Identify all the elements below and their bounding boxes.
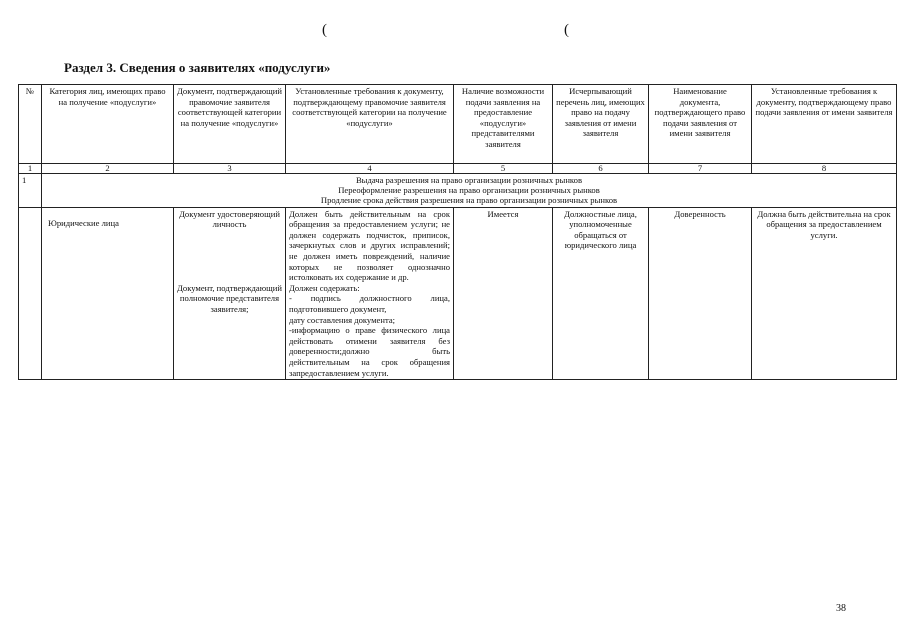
service-title: Продление срока действия разрешения на право организации розничных рынков [320,195,618,206]
header-cell-authority-document: Наименование документа, подтверждающего право подачи заявления от имени заявителя [649,85,752,164]
authority-document-requirements: Должна быть действительна на срок обращения за предоставлением услуги. [752,207,897,380]
header-cell-authority-requirements: Установленные требования к документу, подтверждающему право подачи заявления от имени заявителя [752,85,897,164]
applicant-category: Юридические лица [42,207,174,380]
authority-document-name: Доверенность [649,207,752,380]
top-mark: ( [322,22,327,38]
requirements-text: -информацию о праве физического лица действовать отимени заявителя без доверенности;должно быть действительным на срок обращения запредоставлением услуги. [289,325,450,378]
header-cell-authorized-persons: Исчерпывающий перечень лиц, имеющих право на подачу заявления от имени заявителя [553,85,649,164]
table-header-row [19,85,897,164]
header-cell-number: № [19,85,42,164]
representative-possibility: Имеется [454,207,553,380]
requirements-text: Должен содержать: [289,282,360,293]
service-title: Выдача разрешения на право организации розничных рынков [355,175,583,185]
column-number: 7 [649,164,752,174]
column-number-row [19,164,897,174]
top-mark: ( [564,22,569,38]
service-number: 1 [19,174,42,208]
service-title: Переоформление разрешения на право организации розничных рынков [338,185,600,196]
document-requirements [286,207,454,380]
column-number: 2 [42,164,174,174]
column-number: 8 [752,164,897,174]
header-cell-document: Документ, подтверждающий правомочие заявителя соответствующей категории на получение «подуслуги» [174,85,286,164]
page-number: 38 [836,603,846,614]
header-cell-document-requirements: Установленные требования к документу, подтверждающему правомочие заявителя соответствующей категории на получение «подуслуги» [286,85,454,164]
top-marks [0,22,903,42]
confirming-documents [174,207,286,380]
table-row [19,207,897,380]
column-number: 5 [454,164,553,174]
column-number: 4 [286,164,454,174]
row-number-cell [19,207,42,380]
header-cell-category: Категория лиц, имеющих право на получение «подуслуги» [42,85,174,164]
service-titles [42,174,897,208]
authority-confirming-document: Документ, подтверждающий полномочие представителя заявителя; [177,282,282,314]
service-title-row [19,174,897,208]
column-number: 3 [174,164,286,174]
section-heading: Раздел 3. Сведения о заявителях «подуслуги» [64,60,331,75]
column-number: 6 [553,164,649,174]
requirements-text: дату составления документа; [289,314,396,325]
requirements-text: - подпись должностного лица, подготовившего документ, [289,293,450,314]
applicants-table [18,84,897,380]
column-number: 1 [19,164,42,174]
header-cell-representative-possibility: Наличие возможности подачи заявления на предоставление «подуслуги» представителями заявителя [454,85,553,164]
requirements-text: Должен быть действительным на срок обращения за предоставлением услуги; не должен содержать подчисток, приписок, зачеркнутых слов и других исправлений; не должен иметь повреждений, наличие которых не позволяет однозначно истолковать их содержание и др. [289,208,450,283]
identity-document: Документ удостоверяющий личность [179,208,280,230]
authorized-persons: Должностные лица, уполномоченные обращаться от юридического лица [553,207,649,380]
